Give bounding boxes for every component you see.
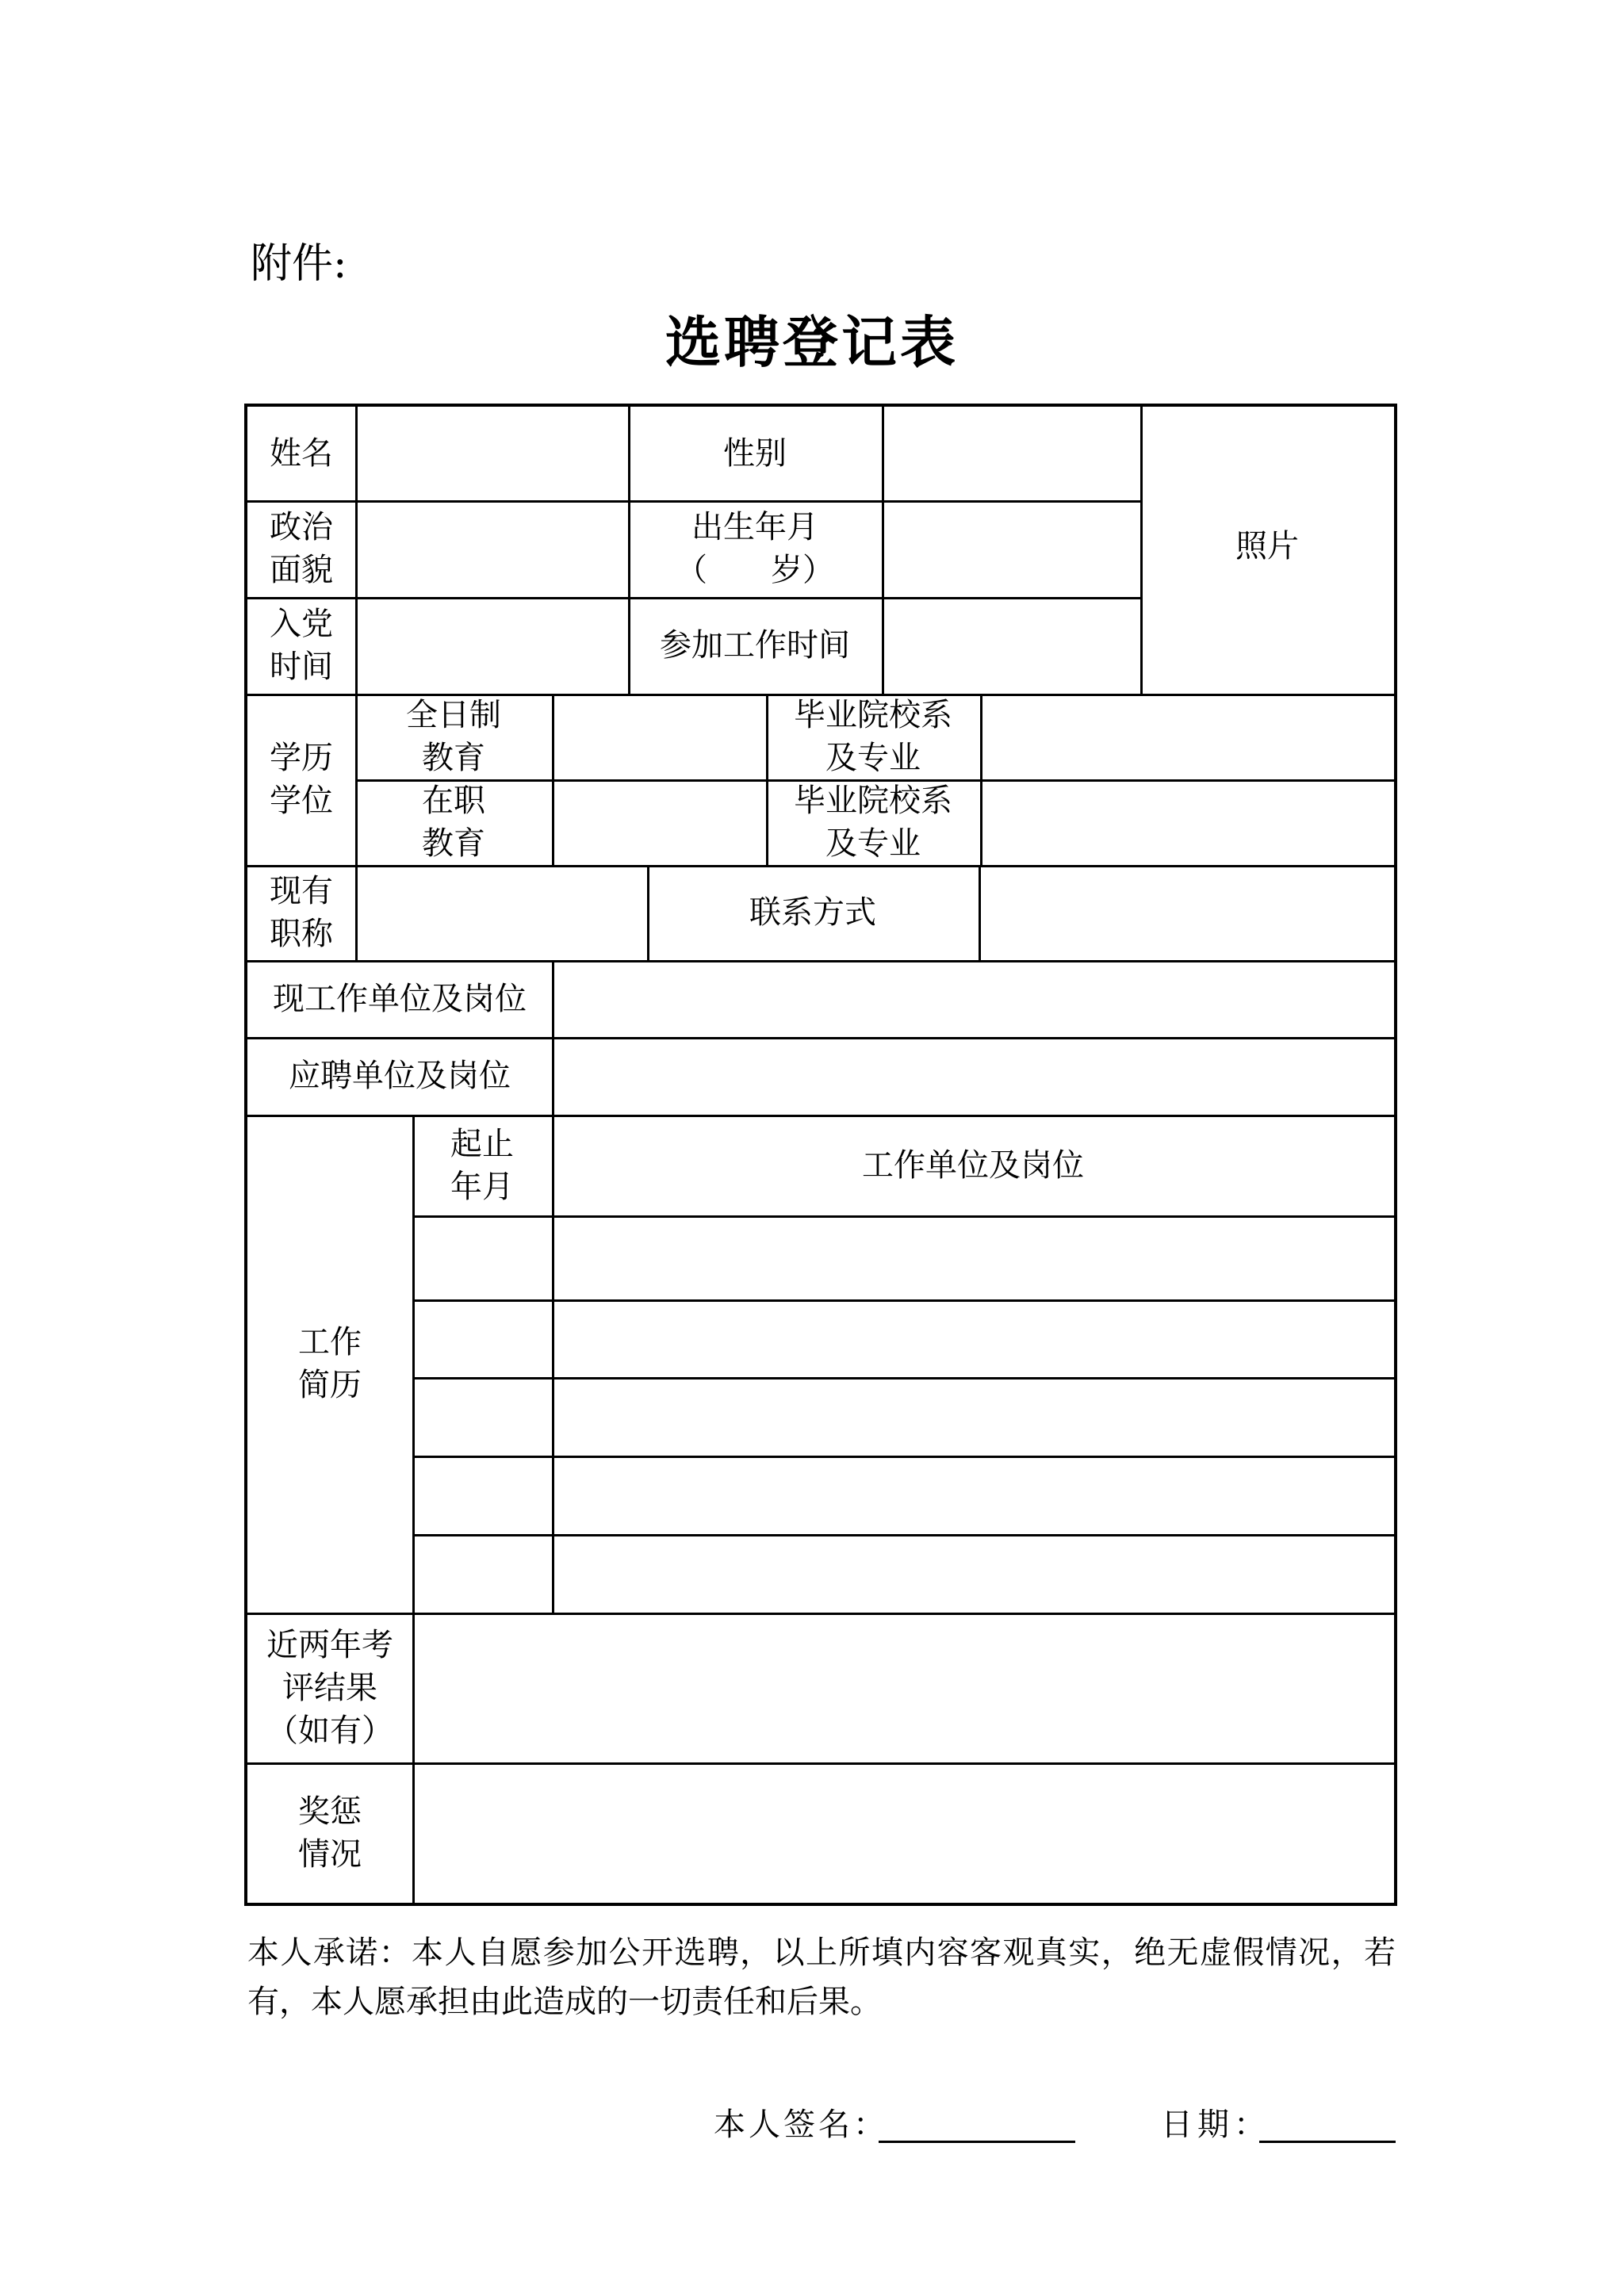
appraisal-field[interactable] [412,1613,1394,1762]
history-period-field[interactable] [412,1215,552,1299]
party-join-label: 入党 时间 [270,606,333,685]
date-line[interactable] [1259,2141,1396,2143]
inservice-school-field[interactable] [980,779,1394,865]
signature-line[interactable] [879,2141,1075,2143]
appraisal-label: 近两年考 评结果 （如有） [266,1626,393,1749]
signature-label: 本人签名： [714,2107,888,2143]
history-period-field[interactable] [412,1534,552,1613]
pledge-text: 本人承诺：本人自愿参加公开选聘，以上所填内容客观真实，绝无虚假情况，若有，本人愿承担由此造成的一切责任和后果。 [247,1934,1396,2020]
gender-label: 性别 [723,435,787,472]
current-unit-label: 现工作单位及岗位 [273,980,527,1017]
rewards-field[interactable] [412,1762,1394,1903]
fulltime-education-field[interactable] [552,694,766,779]
history-unit-field[interactable] [552,1456,1394,1534]
date-label: 日期： [1161,2107,1270,2143]
party-join-field[interactable] [355,597,628,694]
history-period-field[interactable] [412,1377,552,1456]
gender-field[interactable] [882,407,1140,500]
page-title: 选聘登记表 [665,310,959,375]
inservice-education-field[interactable] [552,779,766,865]
current-unit-field[interactable] [552,960,1394,1037]
work-start-field[interactable] [882,597,1140,694]
birth-date-field[interactable] [882,500,1140,597]
fulltime-education-label: 全日制 教育 [406,697,501,776]
apply-unit-label: 应聘单位及岗位 [289,1058,511,1094]
professional-title-field[interactable] [355,865,647,960]
work-history-label: 工作 简历 [298,1324,362,1403]
fulltime-school-field[interactable] [980,694,1394,779]
apply-unit-field[interactable] [552,1037,1394,1115]
name-field[interactable] [355,407,628,500]
political-status-field[interactable] [355,500,628,597]
education-label: 学历 学位 [270,740,333,819]
contact-field[interactable] [979,865,1394,960]
attachment-label: 附件: [251,240,347,288]
political-status-label: 政治 面貌 [270,509,333,588]
history-unit-field[interactable] [552,1377,1394,1456]
work-unit-header: 工作单位及岗位 [862,1146,1084,1184]
professional-title-label: 现有 职称 [270,873,333,952]
work-start-label: 参加工作时间 [660,627,850,664]
rewards-label: 奖惩 情况 [298,1793,362,1873]
fulltime-school-label: 毕业院校系 及专业 [794,697,952,776]
inservice-education-label: 在职 教育 [422,783,485,862]
history-period-field[interactable] [412,1299,552,1377]
history-unit-field[interactable] [552,1299,1394,1377]
birth-date-label: 出生年月 （ 岁） [676,509,834,588]
inservice-school-label: 毕业院校系 及专业 [794,783,952,862]
history-period-field[interactable] [412,1456,552,1534]
name-label: 姓名 [270,435,333,472]
history-unit-field[interactable] [552,1534,1394,1613]
history-unit-field[interactable] [552,1215,1394,1299]
period-header: 起止 年月 [450,1125,514,1205]
photo-area[interactable]: 照片 [1235,528,1299,564]
registration-form-table [244,404,1397,1906]
contact-label: 联系方式 [749,894,876,931]
